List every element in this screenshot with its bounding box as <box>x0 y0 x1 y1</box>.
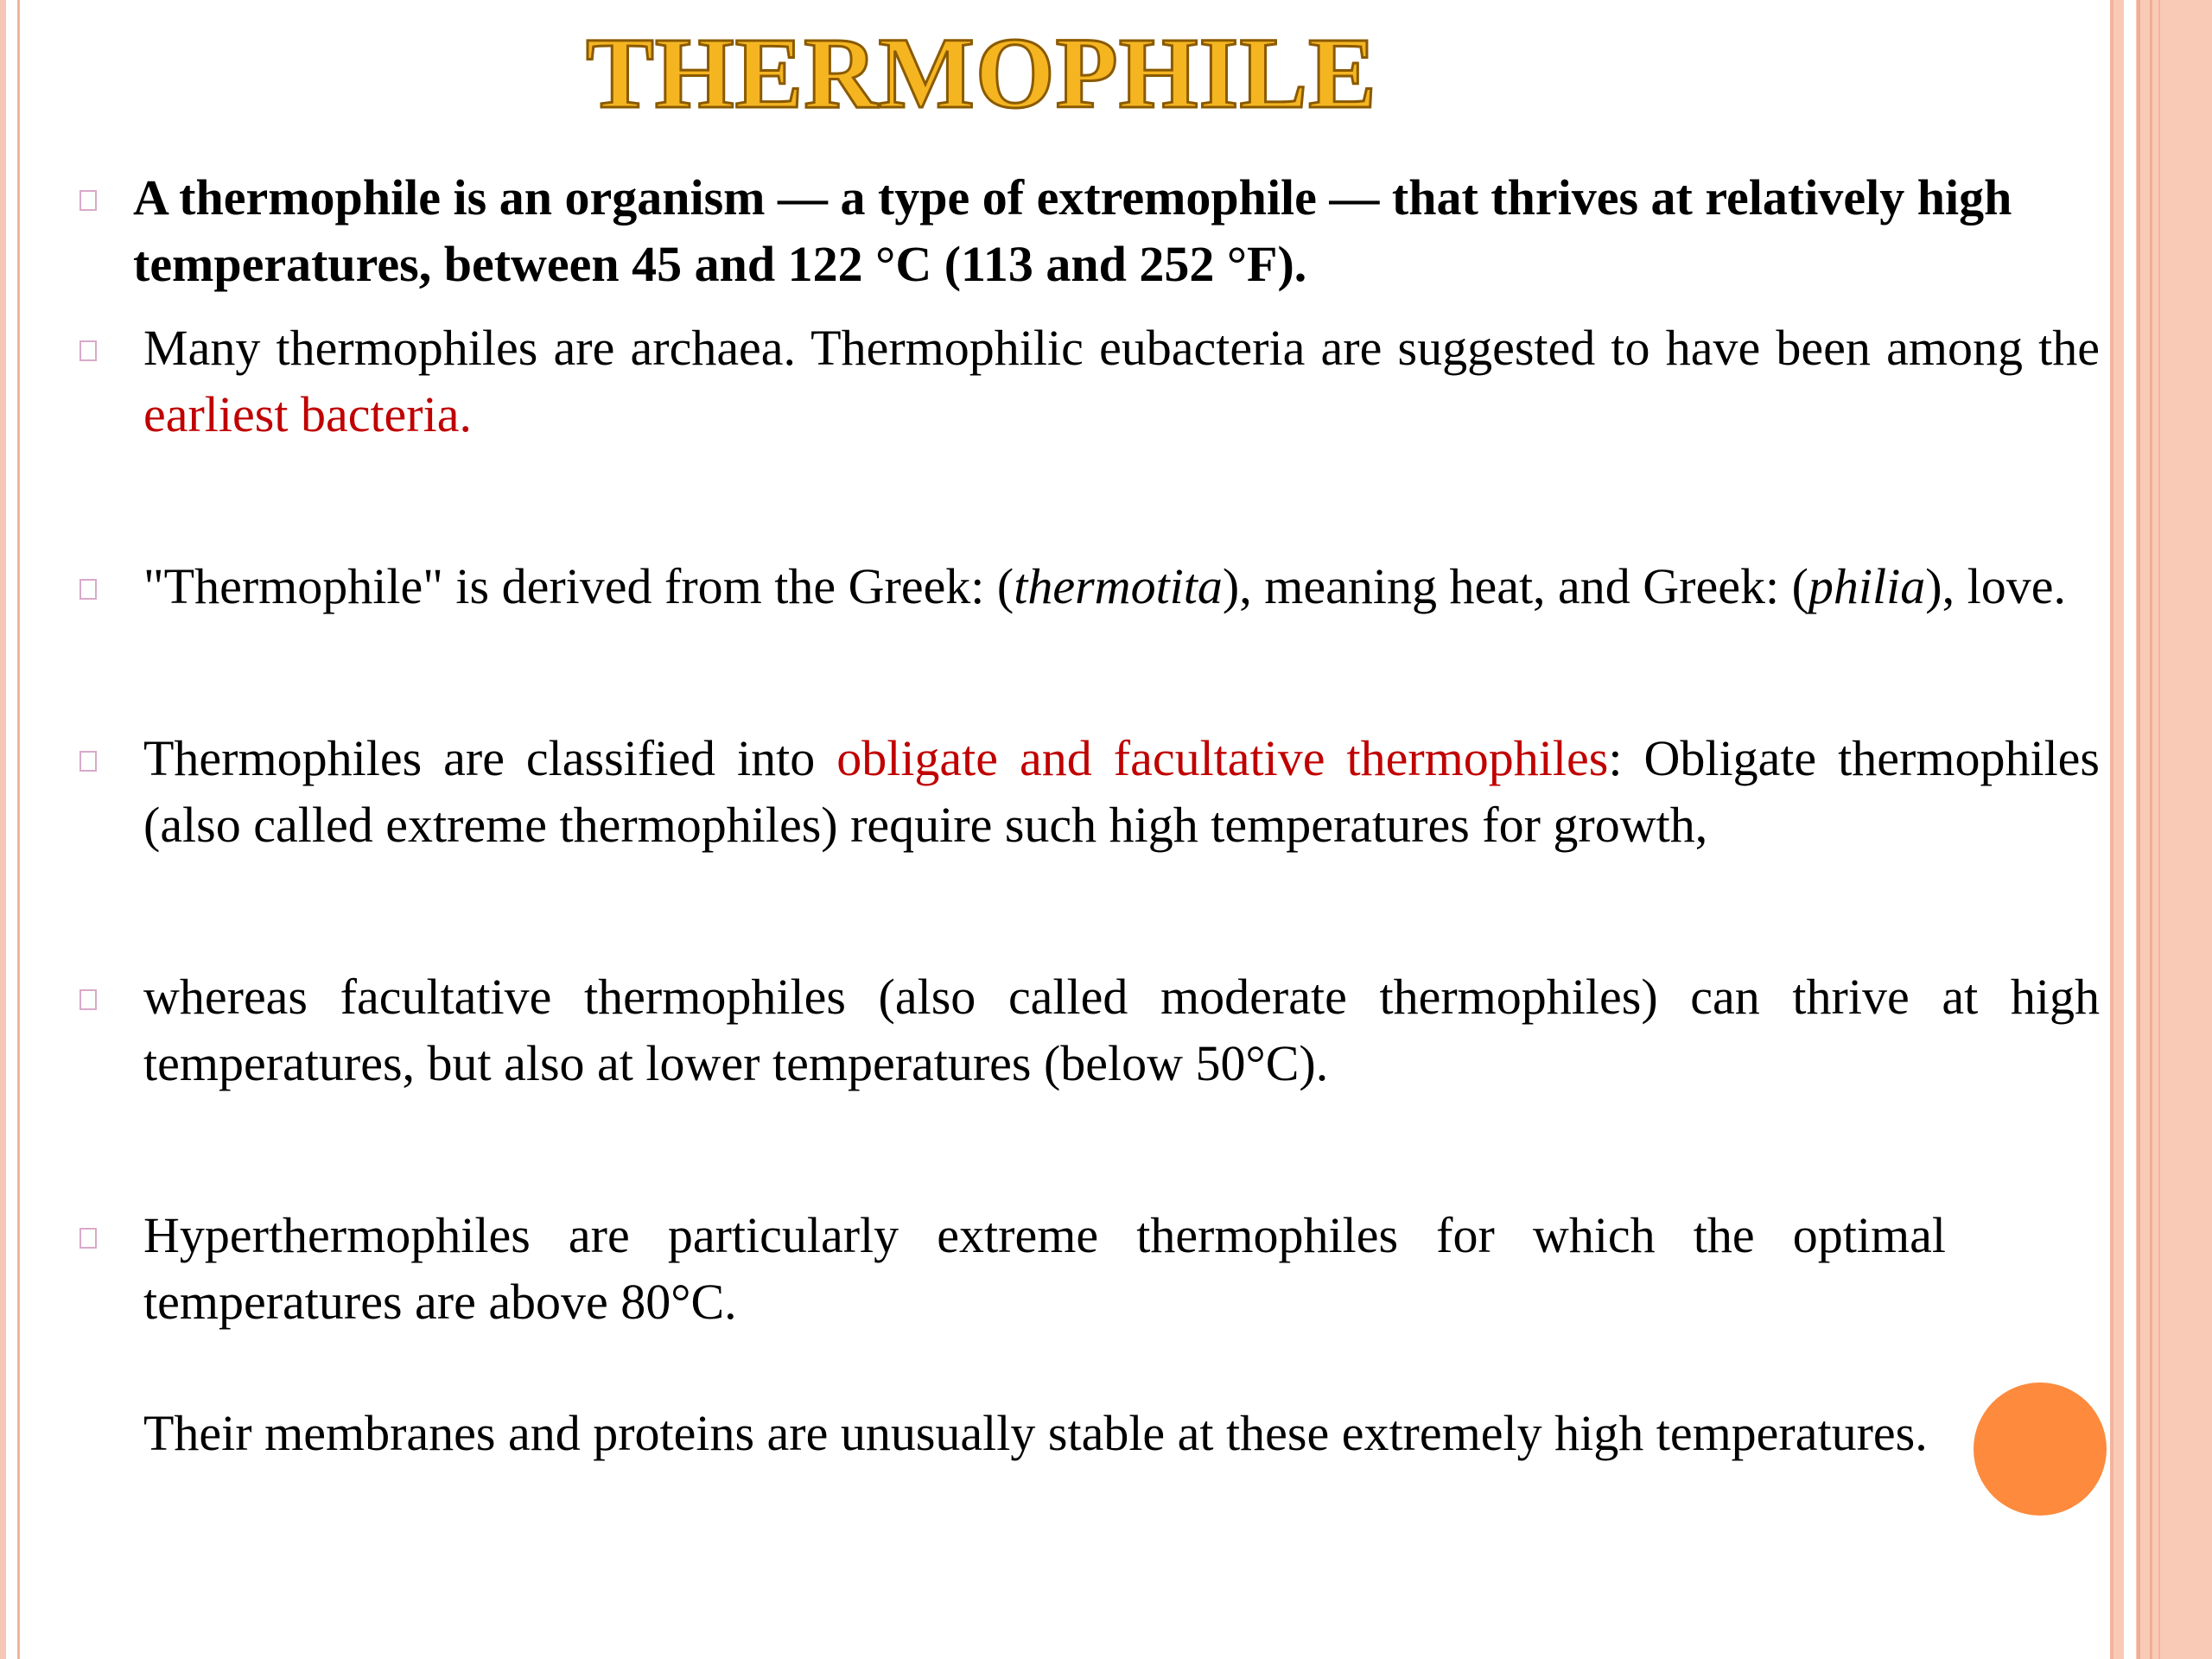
bullet-marker-icon <box>79 579 97 600</box>
slide-title: THERMOPHILE <box>586 16 1377 130</box>
frame-right-line <box>2158 0 2160 1659</box>
bullet-text: "Thermophile" is derived from the Greek: ( <box>143 558 1014 614</box>
bullet-marker-icon <box>79 190 97 211</box>
frame-left-line <box>17 0 20 1659</box>
decorative-orange-circle <box>1974 1382 2107 1516</box>
highlight-obligate-facultative: obligate and facultative thermophiles <box>836 730 1609 786</box>
bullet-text: : Obligate thermophiles (also called extreme thermophiles) require such high temperatures for growth, <box>143 730 2100 853</box>
bullet-text: Hyperthermophiles are particularly extreme thermophiles for which the optimal temperatures are above 80°C. <box>143 1207 1946 1330</box>
greek-term-thermotita: thermotita <box>1014 558 1223 614</box>
bullet-marker-icon <box>79 340 97 361</box>
bullet-marker-icon <box>79 1228 97 1249</box>
bullet-facultative <box>69 963 2100 1096</box>
bullet-text: ), meaning heat, and Greek: ( <box>1222 558 1808 614</box>
bullet-hyperthermophiles <box>69 1202 1946 1335</box>
bullet-text: ), love. <box>1925 558 2066 614</box>
frame-right-line <box>2137 0 2140 1659</box>
bullet-etymology <box>69 553 2100 620</box>
frame-right-line <box>2150 0 2152 1659</box>
bullet-definition <box>69 164 2100 297</box>
bullet-marker-icon <box>79 989 97 1010</box>
bullet-classification <box>69 725 2100 858</box>
greek-term-philia: philia <box>1808 558 1926 614</box>
bullet-text: Many thermophiles are archaea. Thermophilic eubacteria are suggested to have been among the <box>143 320 2100 376</box>
highlight-earliest-bacteria: earliest bacteria. <box>143 386 472 442</box>
bullet-archaea <box>69 315 2100 448</box>
bullet-text: Thermophiles are classified into <box>143 730 837 786</box>
slide-content <box>69 164 2100 1466</box>
bullet-marker-icon <box>79 751 97 772</box>
bullet-text: A thermophile is an organism — a type of extremophile — that thrives at relatively high temperatures, between 45 and 122 °C (113 and 252 °F). <box>133 169 2012 292</box>
frame-left-border <box>0 0 6 1659</box>
paragraph-stability: Their membranes and proteins are unusually stable at these extremely high temperatures. <box>143 1405 1928 1461</box>
frame-right-gap <box>2124 0 2136 1659</box>
bullet-text: whereas facultative thermophiles (also called moderate thermophiles) can thrive at high temperatures, but also at lower temperatures (below 50°C). <box>143 969 2100 1091</box>
